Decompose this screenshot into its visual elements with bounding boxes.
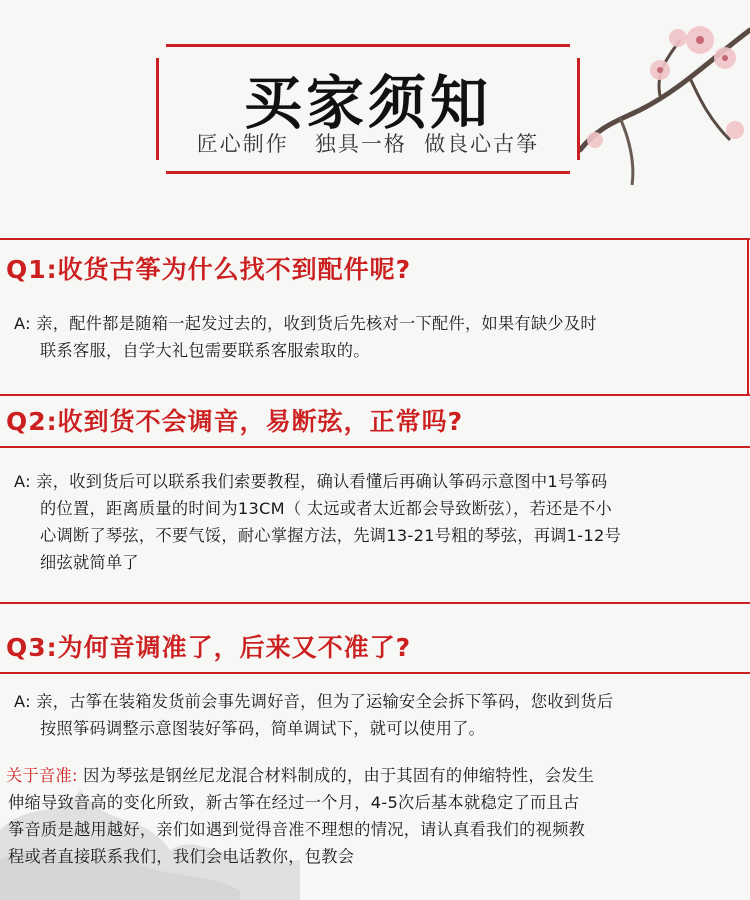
q1-top-border: [0, 238, 750, 240]
question-2: Q2:收到货不会调音，易断弦，正常吗?: [6, 407, 464, 436]
answer-1-prefix: A:: [14, 314, 31, 333]
q1-bottom-border: [0, 394, 750, 396]
answer-3-line-2: 按照筝码调整示意图装好筝码，简单调试下，就可以使用了。: [40, 719, 486, 738]
q3-top-divider: [0, 602, 750, 604]
pitch-note-label: 关于音准:: [6, 766, 78, 785]
pitch-note-line-1: 因为琴弦是钢丝尼龙混合材料制成的，由于其固有的伸缩特性，会发生: [83, 766, 595, 785]
pitch-note: [6, 762, 746, 870]
answer-3: [14, 688, 738, 742]
answer-2-prefix: A:: [14, 472, 31, 491]
answer-2-line-4: 细弦就简单了: [40, 553, 139, 572]
pitch-note-line-4: 程或者直接联系我们，我们会电话教你，包教会: [8, 847, 355, 866]
answer-3-prefix: A:: [14, 692, 31, 711]
page-subtitle: 匠心制作 独具一格 做良心古筝: [196, 132, 540, 156]
answer-2: [14, 468, 738, 576]
title-frame: [156, 44, 580, 174]
pitch-note-line-2: 伸缩导致音高的变化所致，新古筝在经过一个月，4-5次后基本就稳定了而且古: [8, 793, 580, 812]
answer-1-line-1: 亲，配件都是随箱一起发过去的，收到货后先核对一下配件，如果有缺少及时: [36, 314, 597, 333]
answer-3-line-1: 亲，古筝在装箱发货前会事先调好音，但为了运输安全会拆下筝码，您收到货后: [36, 692, 614, 711]
pitch-note-line-3: 筝音质是越用越好，亲们如遇到觉得音准不理想的情况，请认真看我们的视频教: [8, 820, 586, 839]
answer-2-line-1: 亲，收到货后可以联系我们索要教程，确认看懂后再确认筝码示意图中1号筝码: [36, 472, 608, 491]
answer-2-line-3: 心调断了琴弦，不要气馁，耐心掌握方法，先调13-21号粗的琴弦，再调1-12号: [40, 526, 622, 545]
q1-right-border: [747, 238, 749, 396]
answer-2-line-2: 的位置，距离质量的时间为13CM（ 太远或者太近都会导致断弦），若还是不小: [40, 499, 613, 518]
plum-blossom-icon: [560, 0, 750, 200]
question-3: Q3:为何音调准了，后来又不准了?: [6, 633, 412, 662]
page-title: 买家须知: [243, 69, 492, 137]
q3-divider: [0, 672, 750, 674]
question-1: Q1:收货古筝为什么找不到配件呢?: [6, 255, 412, 284]
answer-1-line-2: 联系客服，自学大礼包需要联系客服索取的。: [40, 341, 370, 360]
answer-1: [14, 310, 738, 364]
q2-divider: [0, 446, 750, 448]
frame-bottom-line: [166, 171, 570, 174]
frame-top-line: [166, 44, 570, 47]
